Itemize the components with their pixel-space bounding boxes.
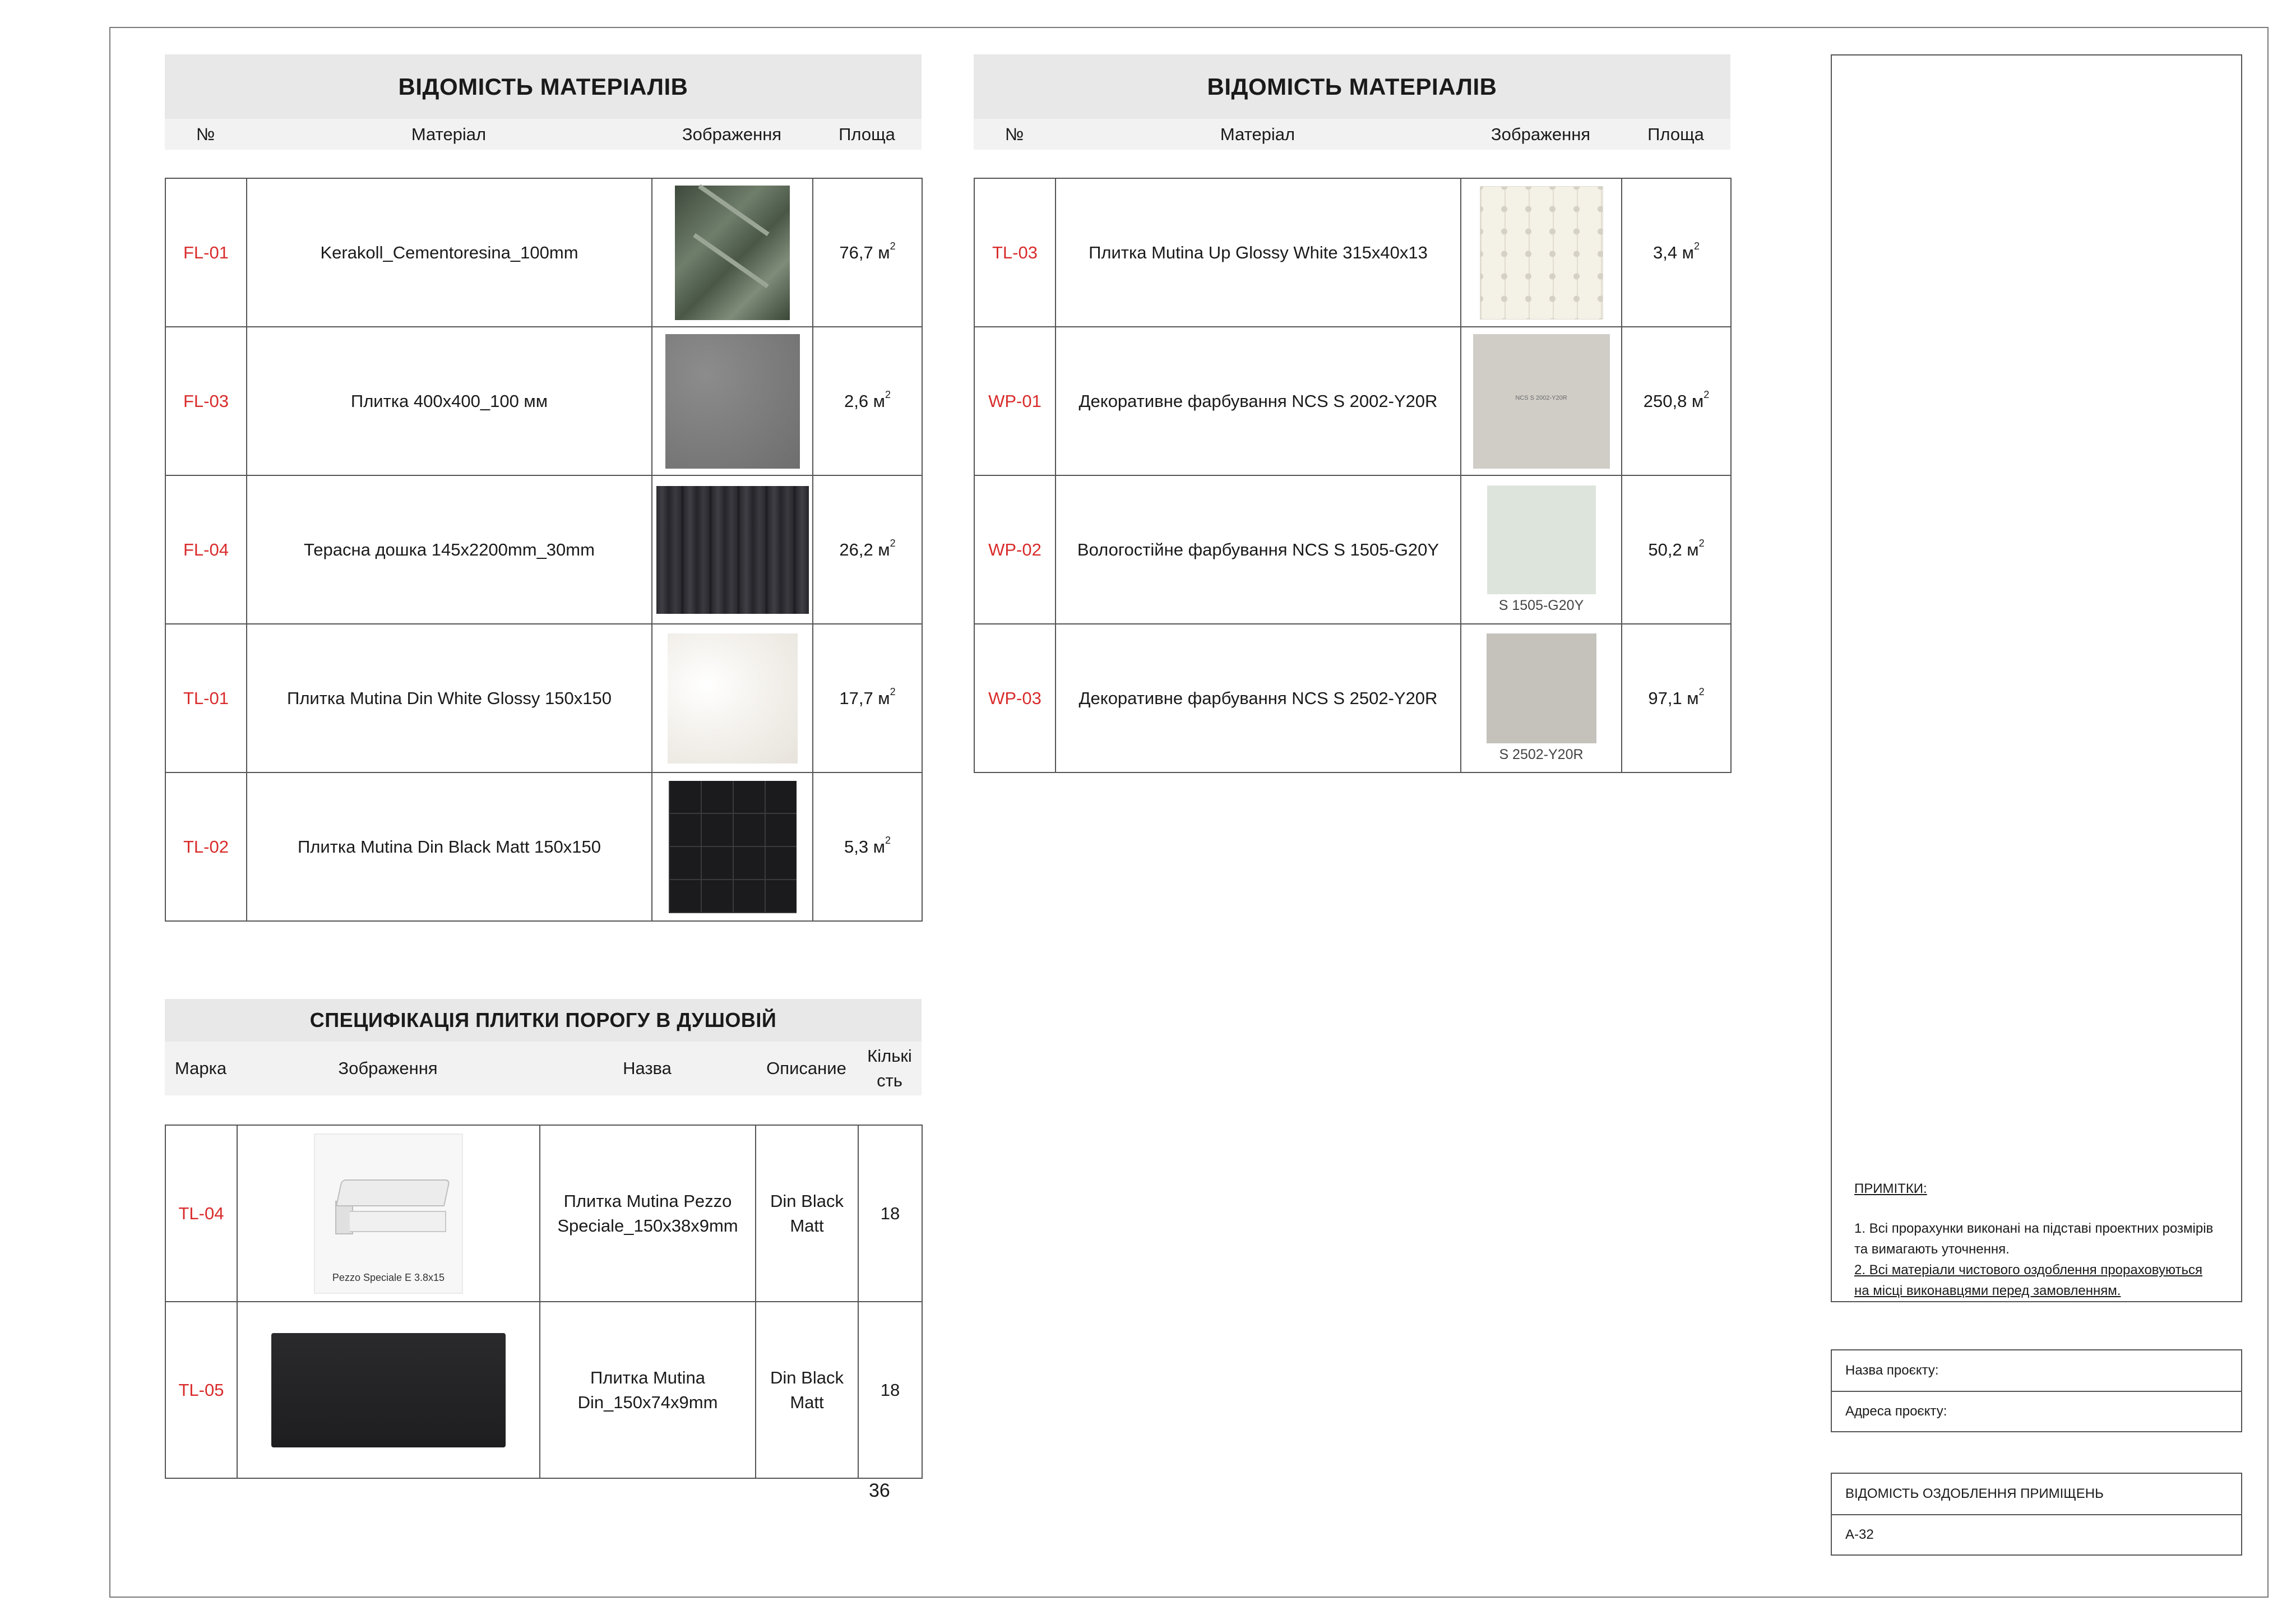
grey-tile-swatch (665, 334, 800, 469)
material-code: WP-02 (974, 475, 1056, 624)
material-image (1461, 178, 1622, 327)
material-code: WP-01 (974, 327, 1056, 475)
notes-heading: ПРИМІТКИ: (1854, 1181, 1927, 1196)
notes (1854, 1178, 2230, 1301)
left-table-title: ВІДОМІСТЬ МАТЕРІАЛІВ (165, 54, 922, 119)
header-area: Площа (839, 124, 895, 144)
project-name-label: Назва проєкту: (1845, 1363, 1939, 1378)
left-table-header (165, 119, 922, 150)
decking-swatch (656, 486, 809, 614)
material-image (652, 178, 813, 327)
spec-code: TL-04 (165, 1125, 237, 1302)
material-code: TL-01 (165, 624, 247, 772)
header-qty: Кількі сть (867, 1046, 912, 1090)
page-number: 36 (869, 1480, 890, 1501)
header-image: Зображення (1490, 124, 1591, 144)
right-table-title: ВІДОМІСТЬ МАТЕРІАЛІВ (974, 54, 1730, 119)
table-row (165, 1302, 922, 1478)
green-cementoresina-swatch (675, 186, 790, 320)
material-area: 17,7 $м^2$ (813, 624, 922, 772)
table-row (165, 327, 922, 475)
spec-qty: 18 (858, 1125, 922, 1302)
material-area: 76,7 $м^2$ (813, 178, 922, 327)
header-material: Матеріал (1220, 124, 1295, 144)
note-line: 2. Всі матеріали чистового оздоблення прораховуються (1854, 1262, 2202, 1278)
header-image: Зображення (338, 1058, 438, 1078)
din-black-tile-image (271, 1333, 506, 1447)
material-image (652, 327, 813, 475)
material-image (1461, 327, 1622, 475)
material-name: Kerakoll_Cementoresina_100mm (247, 178, 652, 327)
spec-table-header (165, 1042, 922, 1095)
material-image (652, 624, 813, 772)
black-matt-tile-swatch (669, 781, 797, 913)
note-line: 1. Всі прорахунки виконані на підставі проектних розмірів (1854, 1221, 2214, 1236)
material-area: 97,1 $м^2$ (1622, 624, 1731, 772)
material-name: Плитка Mutina Din Black Matt 150x150 (247, 772, 652, 921)
sheet-title: ВІДОМІСТЬ ОЗДОБЛЕННЯ ПРИМІЩЕНЬ (1845, 1486, 2104, 1501)
material-code: TL-02 (165, 772, 247, 921)
material-area: 50,2 $м^2$ (1622, 475, 1731, 624)
spec-code: TL-05 (165, 1302, 237, 1478)
material-image (1461, 475, 1622, 624)
table-row (974, 624, 1731, 772)
material-area: 5,3 $м^2$ (813, 772, 922, 921)
material-area: 3,4 $м^2$ (1622, 178, 1731, 327)
material-area: 2,6 $м^2$ (813, 327, 922, 475)
material-name: Плитка 400x400_100 мм (247, 327, 652, 475)
pezzo-speciale-tile-image (314, 1133, 463, 1294)
spec-image (237, 1302, 540, 1478)
material-area: 250,8 $м^2$ (1622, 327, 1731, 475)
header-mark: Марка (174, 1058, 227, 1078)
paint-swatch-2502-y20r (1487, 633, 1596, 743)
material-name: Терасна дошка 145x2200mm_30mm (247, 475, 652, 624)
material-name: Плитка Mutina Din White Glossy 150x150 (247, 624, 652, 772)
image-caption: Pezzo Speciale E 3.8x15 (332, 1271, 445, 1283)
material-code: TL-03 (974, 178, 1056, 327)
table-row (165, 475, 922, 624)
header-name: Назва (623, 1058, 672, 1078)
header-num: № (196, 124, 215, 144)
material-image (652, 772, 813, 921)
sheet-number: А-32 (1832, 1514, 2241, 1554)
project-address-label: Адреса проєкту: (1832, 1391, 2241, 1431)
spec-qty: 18 (858, 1302, 922, 1478)
material-name: Плитка Mutina Up Glossy White 315x40x13 (1056, 178, 1461, 327)
table-row (974, 327, 1731, 475)
material-code: FL-01 (165, 178, 247, 327)
spec-desc: Din Black Matt (756, 1125, 858, 1302)
table-row (974, 475, 1731, 624)
material-code: FL-03 (165, 327, 247, 475)
material-area: 26,2 $м^2$ (813, 475, 922, 624)
material-name: Вологостійне фарбування NCS S 1505-G20Y (1056, 475, 1461, 624)
note-line: та вимагають уточнення. (1854, 1242, 2010, 1257)
header-image: Зображення (682, 124, 782, 144)
spec-image (237, 1125, 540, 1302)
spec-table-title: СПЕЦИФІКАЦІЯ ПЛИТКИ ПОРОГУ В ДУШОВІЙ (165, 999, 922, 1042)
right-materials-table (974, 178, 1732, 773)
spec-desc: Din Black Matt (756, 1302, 858, 1478)
swatch-label: NCS S 2002-Y20R (1515, 394, 1567, 401)
material-image (1461, 624, 1622, 772)
white-glossy-tile-swatch (668, 633, 798, 764)
notes-panel (1831, 54, 2242, 1302)
material-name: Декоративне фарбування NCS S 2002-Y20R (1056, 327, 1461, 475)
paint-swatch-1505-g20y (1487, 485, 1596, 594)
header-num: № (1004, 124, 1024, 144)
table-row (165, 772, 922, 921)
project-info-block (1831, 1349, 2242, 1432)
table-row (974, 178, 1731, 327)
swatch-label: S 2502-Y20R (1499, 747, 1584, 762)
material-code: WP-03 (974, 624, 1056, 772)
table-row (165, 1125, 922, 1302)
table-row (165, 624, 922, 772)
spec-name: Плитка Mutina Pezzo Speciale_150x38x9mm (540, 1125, 756, 1302)
note-line: на місці виконавцями перед замовленням. (1854, 1283, 2121, 1298)
spec-table (165, 1125, 923, 1479)
material-image (652, 475, 813, 624)
paint-swatch-2002-y20r (1473, 334, 1610, 469)
spec-name: Плитка Mutina Din_150x74x9mm (540, 1302, 756, 1478)
header-material: Матеріал (411, 124, 487, 144)
material-code: FL-04 (165, 475, 247, 624)
material-name: Декоративне фарбування NCS S 2502-Y20R (1056, 624, 1461, 772)
white-studded-tile-swatch (1480, 186, 1603, 320)
sheet-info-block (1831, 1473, 2242, 1556)
header-desc: Описание (766, 1058, 846, 1078)
right-table-header (974, 119, 1730, 150)
left-materials-table (165, 178, 923, 922)
swatch-label: S 1505-G20Y (1498, 598, 1584, 613)
table-row (165, 178, 922, 327)
header-area: Площа (1647, 124, 1704, 144)
